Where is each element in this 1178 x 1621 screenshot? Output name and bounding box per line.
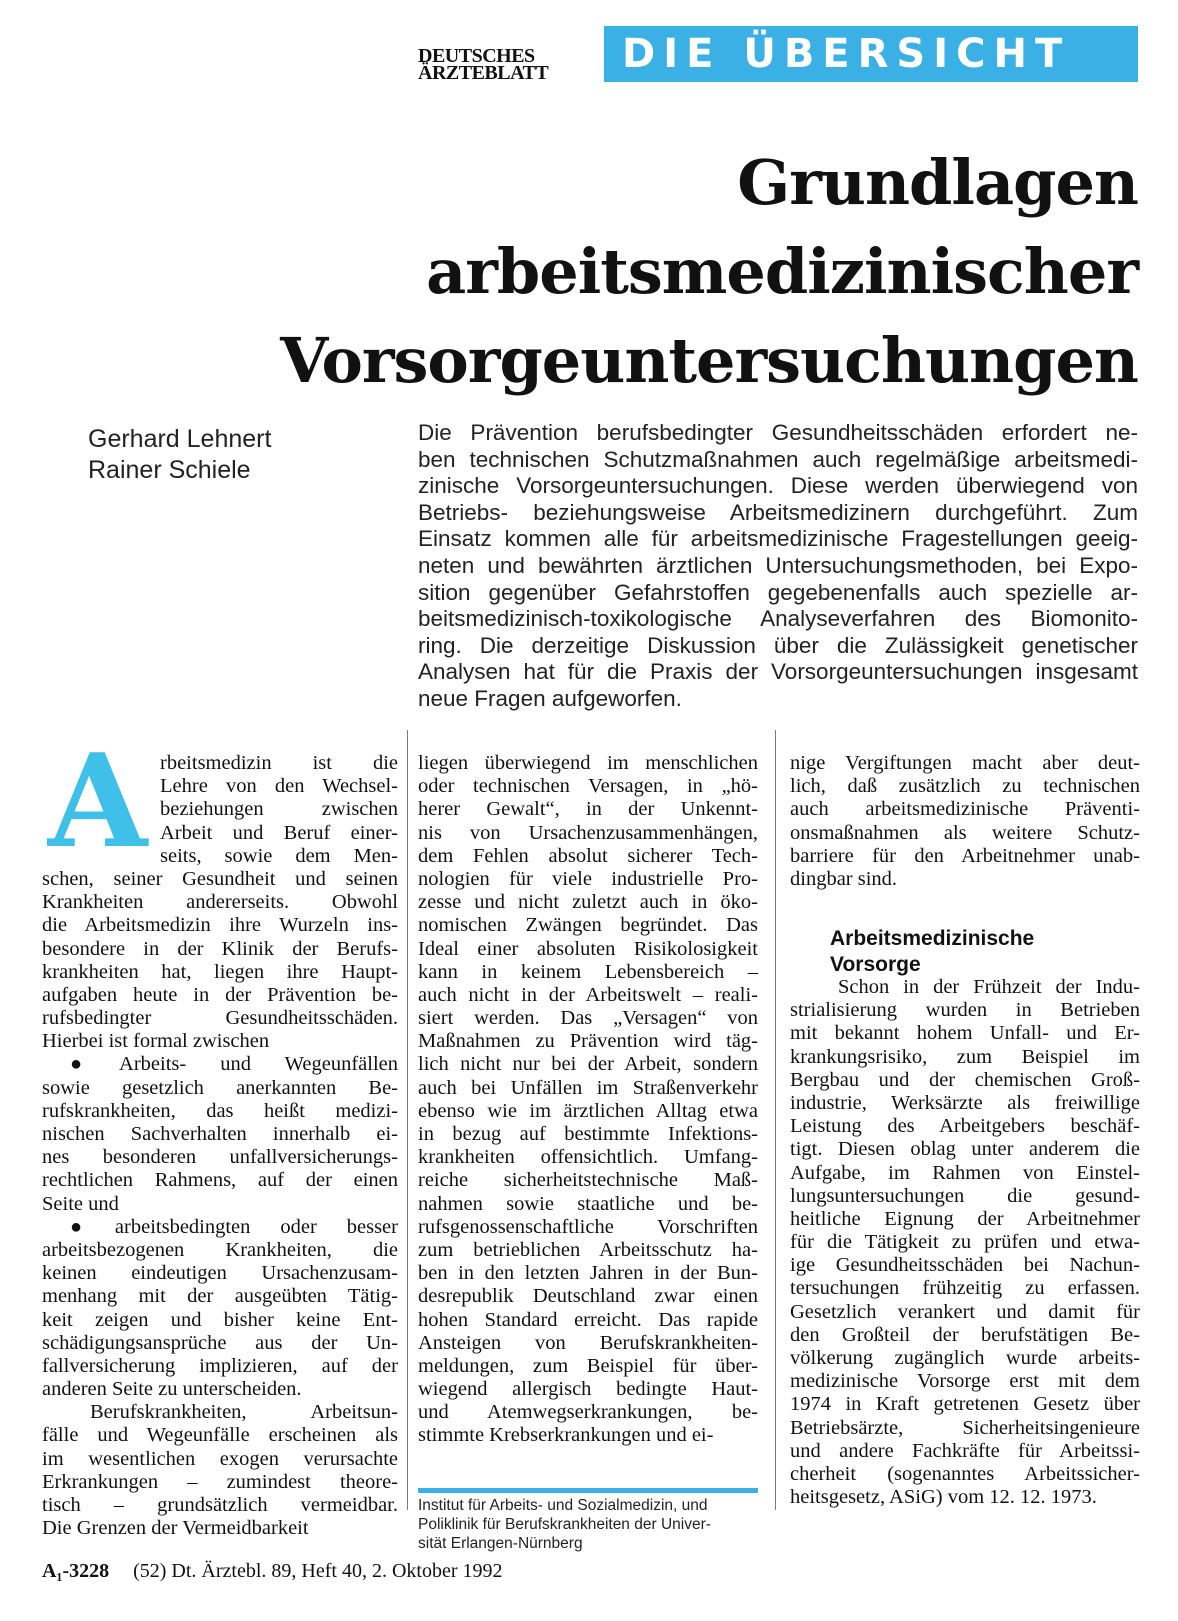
text-line: rechtlichen Rahmens, auf der einen: [42, 1169, 398, 1192]
text-line: Lehre von den Wechsel-: [160, 775, 398, 798]
text-line: ring. Die derzeitige Diskussion über die Zulässigkeit genetischer: [418, 632, 1138, 658]
text-line: Einsatz kommen alle für arbeitsmedizinische Fragestellungen geeig-: [418, 526, 1138, 552]
text-line: Seite und: [42, 1192, 119, 1215]
text-line: Berufskrankheiten, Arbeitsun-: [90, 1401, 398, 1424]
paragraph: [790, 976, 1140, 1509]
text-line: arbeitsbezogenen Krankheiten, die: [42, 1238, 398, 1261]
text-line: reiche sicherheitstechnische Maß-: [418, 1169, 758, 1192]
text-line: Bergbau und der chemischen Groß-: [790, 1068, 1140, 1091]
text-line: kann in keinem Lebensbereich –: [418, 960, 758, 983]
masthead-line2: ÄRZTEBLATT: [418, 62, 549, 84]
text-line: rufsgenossenschaftliche Vorschriften: [418, 1215, 758, 1238]
text-line: besondere in der Klinik der Berufs-: [42, 937, 398, 960]
column-1: [42, 727, 398, 1540]
text-line: ige Gesundheitsschäden bei Nachun-: [790, 1254, 1140, 1277]
text-line: ● arbeitsbedingten oder besser: [42, 1216, 398, 1239]
text-line: sition gegenüber Gefahrstoffen gegebenenfalls auch spezielle ar-: [418, 579, 1138, 605]
text-line: wiegend allergisch bedingte Haut-: [418, 1378, 758, 1401]
bullet-item: [42, 1053, 398, 1215]
text-line: völkerung zugänglich wurde arbeits-: [790, 1347, 1140, 1369]
section-heading-line: Vorsorge: [830, 953, 921, 976]
text-line: für die Tätigkeit zu prüfen und etwa-: [790, 1231, 1140, 1254]
text-line: zesse und nicht zuletzt auch in öko-: [418, 891, 758, 914]
text-line: lich, daß zusätzlich zu technischen: [790, 775, 1140, 798]
text-line: beitsmedizinisch-toxikologische Analyseverfahren des Biomonito-: [418, 606, 1138, 632]
text-line: Aufgabe, im Rahmen von Einstel-: [790, 1161, 1140, 1184]
text-line: nomischen Zwängen begründet. Das: [418, 914, 758, 937]
author-name: Gerhard Lehnert: [88, 425, 272, 453]
text-line: krankheiten offensichtlich. Umfang-: [418, 1146, 758, 1169]
author-name: Rainer Schiele: [88, 456, 251, 484]
text-line: ben in den letzten Jahren in der Bun-: [418, 1262, 758, 1285]
text-line: herer Gewalt“, in der Unkennt-: [418, 798, 758, 821]
bullet-item: [42, 1216, 398, 1402]
text-line: neten und bewährten ärztlichen Untersuchungsmethoden, bei Expo-: [418, 552, 1138, 578]
drop-cap: A: [48, 727, 148, 877]
affiliation-line: Institut für Arbeits- und Sozialmedizin, und: [418, 1497, 708, 1514]
text-line: liegen überwiegend im menschlichen: [418, 752, 758, 774]
text-line: onsmaßnahmen als weitere Schutz-: [790, 821, 1140, 844]
text-line: hohen Standard erreicht. Das rapide: [418, 1308, 758, 1331]
text-line: nis von Ursachenzusammenhängen,: [418, 821, 758, 844]
text-line: den Großteil der berufstätigen Be-: [790, 1323, 1140, 1346]
text-line: auch bei Unfällen im Straßenverkehr: [418, 1076, 758, 1099]
text-line: seits, sowie dem Men-: [160, 844, 398, 867]
paragraph: [790, 752, 1140, 891]
text-line: Betriebsärzte, Sicherheitsingenieure: [790, 1416, 1140, 1439]
section-heading: [830, 926, 1130, 978]
masthead-line1: DEUTSCHES: [418, 45, 535, 67]
text-line: zinische Vorsorgeuntersuchungen. Diese werden überwiegend von: [418, 473, 1138, 499]
affiliation-line: sität Erlangen-Nürnberg: [418, 1535, 583, 1552]
text-line: 1974 in Kraft getretenen Gesetz über: [790, 1393, 1140, 1416]
text-line: aufgaben heute in der Prävention be-: [42, 983, 398, 1006]
text-line: nologien für viele industrielle Pro-: [418, 867, 758, 890]
page-footer: [42, 1560, 502, 1583]
masthead-logo: [418, 45, 588, 84]
text-line: Ansteigen von Berufskrankheiten-: [418, 1331, 758, 1354]
column-rule: [775, 730, 776, 1510]
text-line: Maßnahmen zu Prävention wird täg-: [418, 1030, 758, 1053]
text-line: Ideal einer absoluten Risikolosigkeit: [418, 937, 758, 960]
column-3: [790, 752, 1140, 891]
text-line: nahmen sowie staatliche und be-: [418, 1192, 758, 1215]
text-line: meldungen, zum Beispiel für über-: [418, 1354, 758, 1377]
text-line: medizinische Vorsorge erst mit dem: [790, 1370, 1140, 1393]
text-line: auch arbeitsmedizinische Präventi-: [790, 798, 1140, 821]
text-line: auch nicht in der Arbeitswelt – reali-: [418, 983, 758, 1006]
text-line: sowie gesetzlich anerkannten Be-: [42, 1076, 398, 1099]
text-line: lungsuntersuchungen die gesund-: [790, 1184, 1140, 1207]
text-line: dingbar sind.: [790, 867, 898, 890]
text-line: und Atemwegserkrankungen, be-: [418, 1401, 758, 1424]
text-line: krankungsrisiko, zum Beispiel im: [790, 1045, 1140, 1068]
text-line: Krankheiten andererseits. Obwohl: [42, 891, 398, 914]
text-line: heitliche Eignung der Arbeitnehmer: [790, 1207, 1140, 1230]
affiliation-line: Poliklinik für Berufskrankheiten der Univer-: [418, 1516, 711, 1533]
column-2: [418, 752, 758, 1448]
text-line: Arbeit und Beruf einer-: [160, 821, 398, 844]
text-line: rbeitsmedizin ist die: [160, 752, 398, 774]
text-line: menhang mit der ausgeübten Tätig-: [42, 1285, 398, 1308]
text-line: keinen eindeutigen Ursachenzusam-: [42, 1262, 398, 1285]
text-line: Gesetzlich verankert und damit für: [790, 1300, 1140, 1323]
text-line: im wesentlichen exogen verursachte: [42, 1447, 398, 1470]
paragraph: [42, 868, 398, 1054]
text-line: die Arbeitsmedizin ihre Wurzeln ins-: [42, 914, 398, 937]
affiliation-rule: [418, 1488, 758, 1493]
text-line: heitsgesetz, ASiG) vom 12. 12. 1973.: [790, 1486, 1097, 1509]
article-title: [78, 138, 1138, 405]
text-line: ben technischen Schutzmaßnahmen auch regelmäßige arbeitsmedi-: [418, 446, 1138, 472]
text-line: tersuchungen frühzeitig zu erfassen.: [790, 1277, 1140, 1300]
text-line: stimmte Krebserkrankungen und ei-: [418, 1424, 714, 1447]
text-line: industrie, Werksärzte als freiwillige: [790, 1091, 1140, 1114]
text-line: beziehungen zwischen: [160, 798, 398, 821]
text-line: fälle und Wegeunfälle erscheinen als: [42, 1424, 398, 1447]
text-line: Die Prävention berufsbedingter Gesundheitsschäden erfordert ne-: [418, 420, 1138, 445]
text-line: mit bekannt hohem Unfall- und Er-: [790, 1022, 1140, 1045]
intro-lines: [42, 727, 398, 877]
column-3-body: [790, 976, 1140, 1509]
text-line: oder technischen Versagen, in „hö-: [418, 775, 758, 798]
text-line: nischen Sachverhalten innerhalb ei-: [42, 1123, 398, 1145]
text-line: lich nicht nur bei der Arbeit, sondern: [418, 1053, 758, 1076]
text-line: dem Fehlen absolut sicherer Tech-: [418, 844, 758, 867]
text-line: neue Fragen aufgeworfen.: [418, 685, 682, 711]
title-line: Vorsorgeuntersuchungen: [280, 324, 1138, 397]
text-line: desrepublik Deutschland zwar einen: [418, 1285, 758, 1308]
abstract: [418, 420, 1138, 713]
affiliation: [418, 1496, 758, 1553]
text-line: rufsbedingter Gesundheitsschäden.: [42, 1007, 398, 1030]
text-line: Leistung des Arbeitgebers beschäf-: [790, 1115, 1140, 1138]
text-line: zum betrieblichen Arbeitsschutz ha-: [418, 1238, 758, 1261]
citation: (52) Dt. Ärztebl. 89, Heft 40, 2. Oktober 1992: [133, 1560, 503, 1582]
text-line: tisch – grundsätzlich vermeidbar.: [42, 1494, 398, 1516]
text-line: nige Vergiftungen macht aber deut-: [790, 752, 1140, 774]
text-line: Erkrankungen – zumindest theore-: [42, 1470, 398, 1493]
title-line: arbeitsmedizinischer: [426, 235, 1138, 308]
text-line: keit zeigen und bisher keine Ent-: [42, 1308, 398, 1331]
text-line: ebenso wie im ärztlichen Alltag etwa: [418, 1099, 758, 1122]
text-line: in bezug auf bestimmte Infektions-: [418, 1123, 758, 1145]
text-line: nes besonderen unfallversicherungs-: [42, 1146, 398, 1169]
text-line: anderen Seite zu unterscheiden.: [42, 1378, 302, 1401]
text-line: Betriebs- beziehungsweise Arbeitsmedizinern durchgeführt. Zum: [418, 499, 1138, 525]
column-rule: [407, 730, 408, 1510]
section-banner: DIE ÜBERSICHT: [604, 26, 1138, 82]
author-list: [88, 424, 388, 486]
text-line: tigt. Diesen oblag unter anderem die: [790, 1138, 1140, 1161]
text-line: Analysen hat für die Praxis der Vorsorgeuntersuchungen insgesamt: [418, 659, 1138, 685]
page-number: A₁-3228: [42, 1560, 110, 1582]
paragraph: [418, 752, 758, 1448]
text-line: siert werden. Das „Versagen“ von: [418, 1007, 758, 1030]
text-line: Hierbei ist formal zwischen: [42, 1030, 270, 1053]
title-line: Grundlagen: [737, 146, 1138, 219]
text-line: Die Grenzen der Vermeidbarkeit: [42, 1517, 309, 1540]
text-line: Schon in der Frühzeit der Indu-: [838, 976, 1140, 998]
paragraph: [42, 1401, 398, 1540]
text-line: strialisierung wurden in Betrieben: [790, 999, 1140, 1022]
text-line: ● Arbeits- und Wegeunfällen: [42, 1053, 398, 1076]
text-line: schädigungsansprüche aus der Un-: [42, 1331, 398, 1354]
text-line: barriere für den Arbeitnehmer unab-: [790, 844, 1140, 867]
text-line: cherheit (sogenanntes Arbeitssicher-: [790, 1462, 1140, 1485]
text-line: und andere Fachkräfte für Arbeitssi-: [790, 1439, 1140, 1462]
text-line: schen, seiner Gesundheit und seinen: [42, 867, 398, 890]
text-line: krankheiten hat, liegen ihre Haupt-: [42, 960, 398, 983]
text-line: fallversicherung implizieren, auf der: [42, 1354, 398, 1377]
text-line: rufskrankheiten, das heißt medizi-: [42, 1099, 398, 1122]
section-heading-line: Arbeitsmedizinische: [830, 927, 1035, 950]
